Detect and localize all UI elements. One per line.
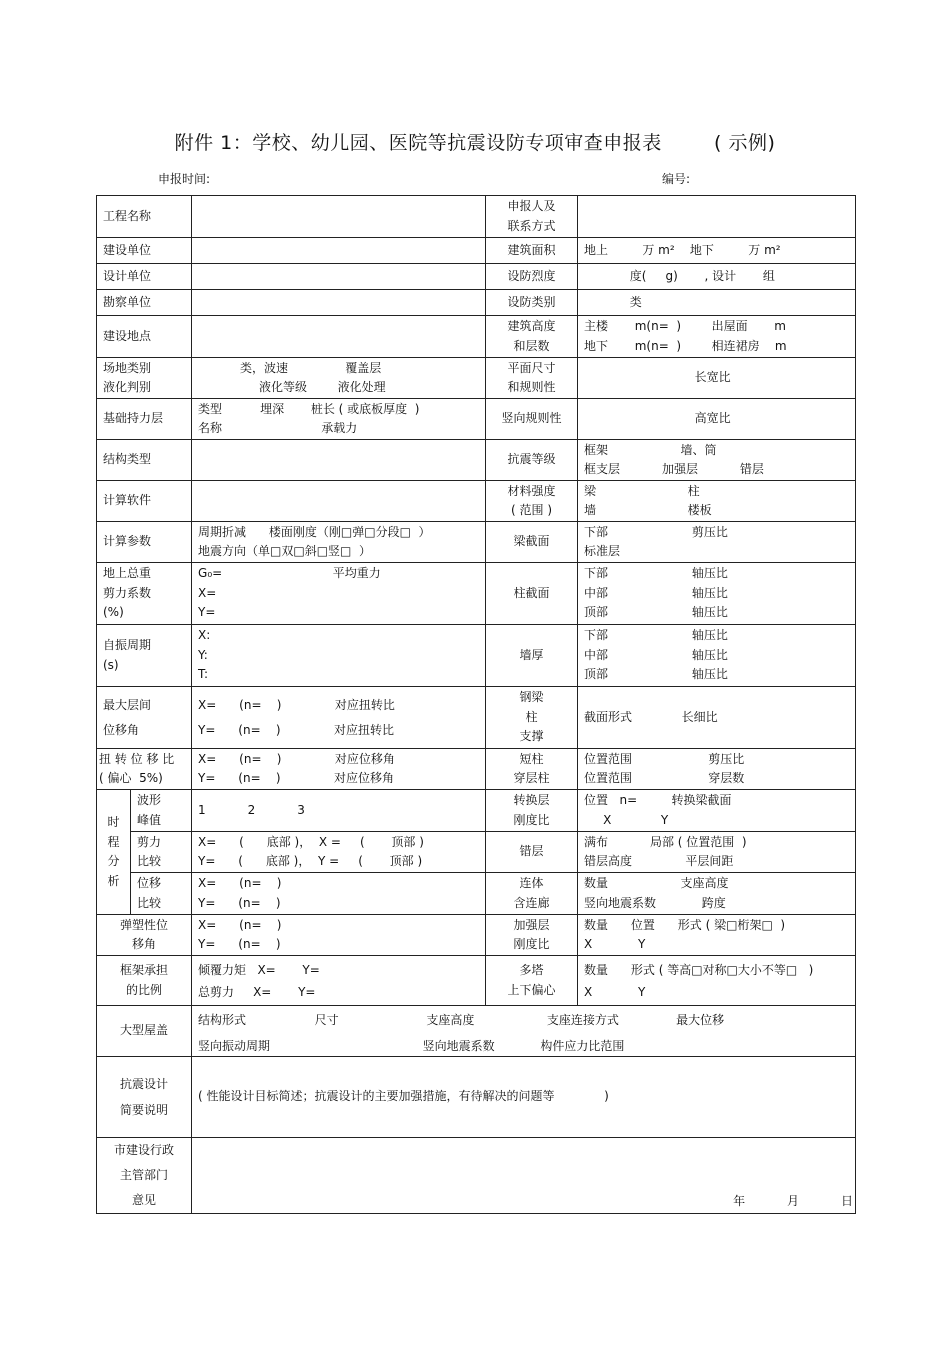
seismic-design-notes-field[interactable]: ( 性能设计目标简述；抗震设计的主要加强措施，有待解决的问题等 ) [192, 1057, 856, 1138]
displacement-compare-field[interactable]: X= (n= ) Y= (n= ) [192, 873, 486, 915]
torsion-ratio-field[interactable]: X= (n= ) 对应位移角 Y= (n= ) 对应位移角 [192, 749, 486, 790]
label-design-unit: 设计单位 [97, 264, 192, 290]
large-roof-field[interactable]: 结构形式 尺寸 支座高度 支座连接方式 最大位移 竖向振动周期 竖向地震系数 构件应力比范围 [192, 1006, 856, 1057]
design-unit-field[interactable] [192, 264, 486, 290]
fortification-intensity-field[interactable]: 度( g) , 设计 组 [578, 264, 856, 290]
site-category-field[interactable]: 类，波速 覆盖层 液化等级 液化处理 [192, 358, 486, 399]
authority-opinion-field[interactable] [192, 1138, 856, 1214]
multi-tower-field[interactable]: 数量 形式 ( 等高□对称□大小不等□ ) X Y [578, 956, 856, 1006]
label-beam-section: 梁截面 [486, 522, 578, 563]
connected-body-field[interactable]: 数量 支座高度 竖向地震系数 跨度 [578, 873, 856, 915]
label-strengthened-floor: 加强层 刚度比 [486, 915, 578, 956]
report-time-label: 申报时间: [158, 172, 211, 186]
label-foundation: 基础持力层 [97, 399, 192, 440]
label-time-history: 时 程 分 析 [97, 790, 131, 915]
label-structure-type: 结构类型 [97, 440, 192, 481]
label-material-strength: 材料强度 ( 范围 ) [486, 481, 578, 522]
label-large-roof: 大型屋盖 [97, 1006, 192, 1057]
staggered-floor-field[interactable]: 满布 局部 ( 位置范围 ) 错层高度 平层间距 [578, 832, 856, 873]
strengthened-floor-field[interactable]: 数量 位置 形式 ( 梁□桁架□ ) X Y [578, 915, 856, 956]
number-label: 编号: [662, 172, 691, 186]
waveform-field[interactable]: 1 2 3 [192, 790, 486, 832]
label-shear-compare: 剪力 比较 [131, 832, 192, 873]
transfer-floor-field[interactable]: 位置 n= 转换梁截面 X Y [578, 790, 856, 832]
short-column-field[interactable]: 位置范围 剪压比 位置范围 穿层数 [578, 749, 856, 790]
building-height-field[interactable]: 主楼 m(n= ) 出屋面 m 地下 m(n= ) 相连裙房 m [578, 316, 856, 358]
label-site: 建设地点 [97, 316, 192, 358]
frame-share-field[interactable]: 倾覆力矩 X= Y= 总剪力 X= Y= [192, 956, 486, 1006]
fortification-category-field[interactable]: 类 [578, 290, 856, 316]
site-field[interactable] [192, 316, 486, 358]
label-multi-tower: 多塔 上下偏心 [486, 956, 578, 1006]
label-plan-size: 平面尺寸 和规则性 [486, 358, 578, 399]
calc-software-field[interactable] [192, 481, 486, 522]
label-survey-unit: 勘察单位 [97, 290, 192, 316]
material-strength-field[interactable]: 梁 柱 墙 楼板 [578, 481, 856, 522]
beam-section-field[interactable]: 下部 剪压比 标准层 [578, 522, 856, 563]
label-connected-body: 连体 含连廊 [486, 873, 578, 915]
label-authority-opinion: 市建设行政 主管部门 意见 [97, 1138, 192, 1214]
max-drift-field[interactable]: X= (n= ) 对应扭转比 Y= (n= ) 对应扭转比 [192, 687, 486, 749]
label-seismic-grade: 抗震等级 [486, 440, 578, 481]
calc-params-field[interactable]: 周期折减 楼面刚度（刚□弹□分段□ ） 地震方向（单□双□斜□竖□ ） [192, 522, 486, 563]
label-building-height: 建筑高度 和层数 [486, 316, 578, 358]
application-form-table [96, 195, 856, 1214]
label-fortification-intensity: 设防烈度 [486, 264, 578, 290]
steel-members-field[interactable]: 截面形式 长细比 [578, 687, 856, 749]
page-title: 附件 1：学校、幼儿园、医院等抗震设防专项审查申报表 ( 示例) [174, 132, 776, 154]
natural-period-field[interactable]: X: Y: T: [192, 625, 486, 687]
label-applicant-contact: 申报人及 联系方式 [486, 196, 578, 238]
wall-thickness-field[interactable]: 下部 轴压比 中部 轴压比 顶部 轴压比 [578, 625, 856, 687]
label-construction-unit: 建设单位 [97, 238, 192, 264]
label-vertical-regularity: 竖向规则性 [486, 399, 578, 440]
label-steel-members: 钢梁 柱 支撑 [486, 687, 578, 749]
label-calc-params: 计算参数 [97, 522, 192, 563]
vertical-regularity-field[interactable]: 高宽比 [578, 399, 856, 440]
label-natural-period: 自振周期 (s) [97, 625, 192, 687]
label-project-name: 工程名称 [97, 196, 192, 238]
column-section-field[interactable]: 下部 轴压比 中部 轴压比 顶部 轴压比 [578, 563, 856, 625]
building-area-field[interactable]: 地上 万 m² 地下 万 m² [578, 238, 856, 264]
label-building-area: 建筑面积 [486, 238, 578, 264]
label-displacement-compare: 位移 比较 [131, 873, 192, 915]
plan-size-field[interactable]: 长宽比 [578, 358, 856, 399]
survey-unit-field[interactable] [192, 290, 486, 316]
opinion-date: 年 月 日 [733, 1193, 854, 1208]
label-transfer-floor: 转换层 刚度比 [486, 790, 578, 832]
total-weight-field[interactable]: G₀= 平均重力 X= Y= [192, 563, 486, 625]
elastoplastic-drift-field[interactable]: X= (n= ) Y= (n= ) [192, 915, 486, 956]
shear-compare-field[interactable]: X= ( 底部 )， X = ( 顶部 ) Y= ( 底部 )， Y = ( 顶部 ) [192, 832, 486, 873]
label-seismic-design-notes: 抗震设计 简要说明 [97, 1057, 192, 1138]
label-staggered-floor: 错层 [486, 832, 578, 873]
label-total-weight: 地上总重 剪力系数 (%) [97, 563, 192, 625]
label-elastoplastic-drift: 弹塑性位 移角 [97, 915, 192, 956]
project-name-field[interactable] [192, 196, 486, 238]
label-max-drift: 最大层间 位移角 [97, 687, 192, 749]
seismic-grade-field[interactable]: 框架 墙、筒 框支层 加强层 错层 [578, 440, 856, 481]
label-column-section: 柱截面 [486, 563, 578, 625]
label-site-category: 场地类别 液化判别 [97, 358, 192, 399]
construction-unit-field[interactable] [192, 238, 486, 264]
label-calc-software: 计算软件 [97, 481, 192, 522]
label-torsion-ratio: 扭 转 位 移 比 ( 偏心 5%) [97, 749, 192, 790]
foundation-field[interactable]: 类型 埋深 桩长 ( 或底板厚度 ) 名称 承载力 [192, 399, 486, 440]
label-fortification-category: 设防类别 [486, 290, 578, 316]
label-wall-thickness: 墙厚 [486, 625, 578, 687]
label-short-column: 短柱 穿层柱 [486, 749, 578, 790]
label-waveform: 波形 峰值 [131, 790, 192, 832]
applicant-contact-field[interactable] [578, 196, 856, 238]
label-frame-share: 框架承担 的比例 [97, 956, 192, 1006]
structure-type-field[interactable] [192, 440, 486, 481]
